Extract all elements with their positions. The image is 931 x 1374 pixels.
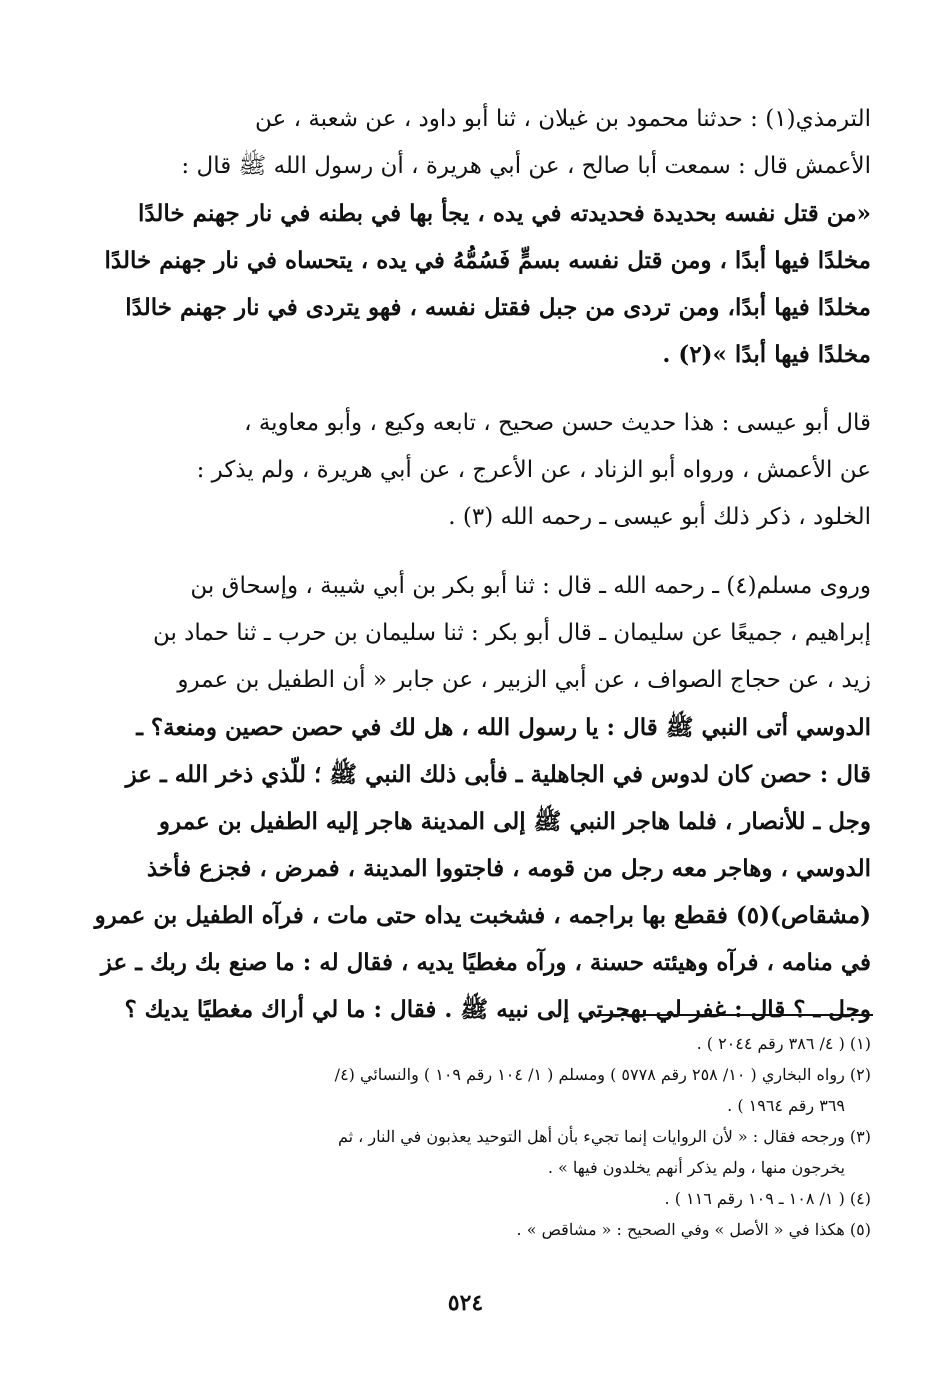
- hadith-paragraph-muslim: [36, 563, 871, 1033]
- text-line: الأعمش قال : سمعت أبا صالح ، عن أبي هريرة ، أن رسول الله ﷺ قال :: [181, 153, 871, 179]
- page-number: ٥٢٤: [447, 1290, 484, 1316]
- text-line: وجل ـ ؟ قال : غفر لي بهجرتي إلى نبيه ﷺ . فقال : ما لي أراك مغطيًا يديك ؟: [124, 996, 871, 1023]
- text-line: قال : حصن كان لدوس في الجاهلية ـ فأبى ذلك النبي ﷺ ؛ للّذي ذخر الله ـ عز: [125, 761, 871, 788]
- text-line: مخلدًا فيها أبدًا، ومن تردى من جبل فقتل نفسه ، فهو يتردى في نار جهنم خالدًا: [125, 294, 871, 321]
- commentary-paragraph-abu-isa: [36, 400, 871, 541]
- text-line: الترمذي(١) : حدثنا محمود بن غيلان ، ثنا أبو داود ، عن شعبة ، عن: [255, 106, 871, 132]
- text-line: في منامه ، فرآه وهيئته حسنة ، ورآه مغطيًا يديه ، فقال له : ما صنع بك ربك ـ عز: [100, 949, 871, 976]
- text-line: مخلدًا فيها أبدًا ، ومن قتل نفسه بسمٍّ فَسُمُّهُ في يده ، يتحساه في نار جهنم خالدًا: [104, 247, 871, 274]
- text-line: مخلدًا فيها أبدًا »(٢) .: [662, 341, 871, 368]
- text-line: الخلود ، ذكر ذلك أبو عيسى ـ رحمه الله (٣) .: [448, 504, 871, 530]
- text-line: وجل ـ للأنصار ، فلما هاجر النبي ﷺ إلى المدينة هاجر إليه الطفيل بن عمرو: [158, 808, 871, 835]
- footnote-2-continuation: ٣٦٩ رقم ١٩٦٤ ) .: [727, 1096, 845, 1115]
- text-line: عن الأعمش ، ورواه أبو الزناد ، عن الأعرج ، عن أبي هريرة ، ولم يذكر :: [196, 457, 871, 483]
- text-line: إبراهيم ، جميعًا عن سليمان ـ قال أبو بكر : ثنا سليمان بن حرب ـ ثنا حماد بن: [152, 620, 871, 646]
- footnote-1: (١) ( ٤/ ٣٨٦ رقم ٢٠٤٤ ) .: [696, 1034, 871, 1053]
- footnote-separator: [597, 1014, 873, 1016]
- hadith-paragraph-tirmidhi: [36, 96, 871, 378]
- footnote-4: (٤) ( ١/ ١٠٨ ـ ١٠٩ رقم ١١٦ ) .: [664, 1189, 871, 1208]
- text-line: «من قتل نفسه بحديدة فحديدته في يده ، يجأ بها في بطنه في نار جهنم خالدًا: [137, 200, 871, 227]
- text-line: قال أبو عيسى : هذا حديث حسن صحيح ، تابعه وكيع ، وأبو معاوية ،: [244, 410, 871, 436]
- text-line: وروى مسلم(٤) ـ رحمه الله ـ قال : ثنا أبو بكر بن أبي شيبة ، وإسحاق بن: [190, 573, 871, 599]
- footnote-3-continuation: يخرجون منها ، ولم يذكر أنهم يخلدون فيها » .: [547, 1158, 845, 1177]
- text-line: الدوسي ، وهاجر معه رجل من قومه ، فاجتووا المدينة ، فمرض ، فجزع فأخذ: [146, 855, 871, 882]
- footnote-2: (٢) رواه البخاري ( ١٠/ ٢٥٨ رقم ٥٧٧٨ ) ومسلم ( ١/ ١٠٤ رقم ١٠٩ ) والنسائي (٤/: [334, 1065, 871, 1084]
- footnote-3: (٣) ورجحه فقال : « لأن الروايات إنما تجيء بأن أهل التوحيد يعذبون في النار ، ثم: [337, 1127, 871, 1146]
- text-line: (مشقاص)(٥) فقطع بها براجمه ، فشخبت يداه حتى مات ، فرآه الطفيل بن عمرو: [94, 902, 871, 929]
- main-text: [36, 96, 871, 1033]
- footnote-5: (٥) هكذا في « الأصل » وفي الصحيح : « مشاقص » .: [516, 1220, 871, 1239]
- text-line: الدوسي أتى النبي ﷺ قال : يا رسول الله ، هل لك في حصن حصين ومنعة؟ ـ: [136, 714, 871, 741]
- footnotes: [36, 1028, 871, 1245]
- text-line: زيد ، عن حجاج الصواف ، عن أبي الزبير ، عن جابر « أن الطفيل بن عمرو: [177, 667, 871, 693]
